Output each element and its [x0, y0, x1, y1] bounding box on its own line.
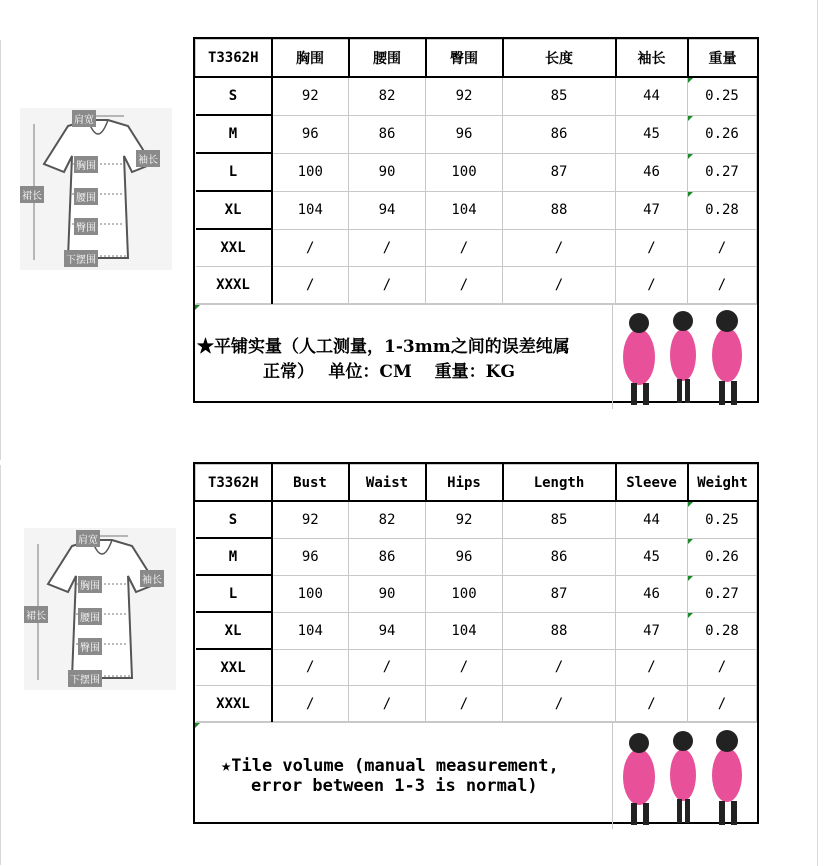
size-label: [196, 538, 272, 575]
table-row: [196, 115, 757, 153]
table-row: [196, 612, 757, 649]
cell-value: /: [554, 239, 564, 256]
cell-value: M: [228, 126, 238, 142]
table-cell: [616, 501, 688, 538]
cell-value: 86: [378, 548, 396, 565]
left-frame-line-bottom: [0, 465, 1, 865]
table-cell: [349, 267, 426, 304]
table-cell: [272, 191, 349, 229]
table-cell: [688, 229, 757, 267]
table-cell: [272, 77, 349, 115]
label-waist: 腰围: [74, 188, 98, 205]
table-cell: [272, 649, 349, 686]
table-cell: [688, 686, 757, 722]
cell-value: /: [554, 695, 564, 712]
model-photos: [612, 723, 757, 829]
cell-value: /: [459, 695, 469, 712]
size-label: [196, 649, 272, 686]
label-chest: 胸围: [74, 156, 98, 173]
table-cell: [688, 575, 757, 612]
table-cell: [616, 575, 688, 612]
column-header: Sleeve: [616, 465, 688, 502]
cell-value: 104: [451, 622, 477, 639]
cell-value: /: [554, 277, 564, 293]
table-cell: [426, 575, 503, 612]
table-cell: [426, 77, 503, 115]
cell-value: /: [717, 277, 727, 293]
size-label: [196, 612, 272, 649]
table-row: [196, 501, 757, 538]
size-label: [196, 229, 272, 267]
column-header: 胸围: [272, 40, 349, 78]
cell-value: XXL: [220, 240, 246, 256]
cell-value: 100: [451, 585, 477, 602]
cell-value: 94: [378, 622, 396, 639]
column-header: Length: [503, 465, 616, 502]
table-cell: [272, 267, 349, 304]
cell-value: /: [306, 659, 315, 676]
table-cell: [272, 686, 349, 722]
table-cell: [349, 538, 426, 575]
cell-value: XXXL: [216, 695, 250, 712]
table-cell: [616, 612, 688, 649]
size-label: [196, 501, 272, 538]
table-row: [196, 538, 757, 575]
cell-value: 96: [301, 548, 319, 565]
size-table-en: [193, 462, 759, 824]
table-cell: [426, 612, 503, 649]
table-cell: [503, 229, 616, 267]
dress-measurement-diagram: [20, 108, 172, 270]
table-cell: [272, 612, 349, 649]
table-cell: [616, 649, 688, 686]
table-cell: [272, 575, 349, 612]
column-header: Hips: [426, 465, 503, 502]
table-cell: [503, 501, 616, 538]
cell-value: XXXL: [216, 277, 250, 293]
label-waist: 腰围: [78, 608, 102, 625]
label-shoulder: 肩宽: [72, 110, 96, 127]
table-cell: [688, 649, 757, 686]
cell-flag: [688, 502, 693, 507]
cell-value: 0.27: [705, 164, 739, 180]
size-label: [196, 153, 272, 191]
table-cell: [426, 649, 503, 686]
cell-value: /: [647, 695, 656, 712]
table-cell: [688, 77, 757, 115]
table-cell: [349, 229, 426, 267]
cell-value: 104: [451, 202, 477, 218]
note-line-2: error between 1-3 is normal): [251, 776, 538, 796]
cell-value: /: [306, 239, 315, 256]
table-cell: [616, 191, 688, 229]
cell-value: /: [459, 277, 469, 293]
left-frame-line-top: [0, 40, 1, 460]
cell-value: XXL: [220, 659, 246, 676]
table-cell: [426, 191, 503, 229]
cell-value: /: [382, 659, 392, 676]
cell-value: 44: [643, 88, 660, 105]
table-cell: [426, 267, 503, 304]
label-dress-length: 裙长: [20, 186, 44, 203]
note-text-en: [195, 723, 612, 829]
column-header: 重量: [688, 40, 757, 78]
cell-flag: [688, 116, 693, 121]
table-cell: [272, 501, 349, 538]
cell-value: 0.28: [705, 622, 739, 639]
cell-value: /: [382, 239, 392, 256]
table-cell: [426, 538, 503, 575]
table-cell: [349, 649, 426, 686]
cell-value: L: [228, 164, 238, 180]
cell-value: M: [228, 548, 238, 565]
cell-value: /: [382, 277, 392, 293]
column-header: Bust: [272, 465, 349, 502]
right-frame-line: [817, 0, 818, 866]
table-cell: [616, 115, 688, 153]
cell-value: /: [306, 277, 315, 293]
label-hips: 臀围: [74, 218, 98, 235]
column-header: 袖长: [616, 40, 688, 78]
model-photos: [612, 305, 757, 409]
cell-value: 88: [550, 202, 568, 218]
table-cell: [503, 612, 616, 649]
size-grid-en: [195, 464, 757, 722]
cell-value: 100: [451, 164, 477, 180]
table-cell: [503, 153, 616, 191]
table-cell: [616, 153, 688, 191]
cell-value: 104: [297, 622, 323, 639]
cell-value: 92: [301, 88, 319, 105]
table-cell: [349, 153, 426, 191]
cell-value: /: [554, 659, 564, 676]
cell-value: 94: [378, 202, 396, 218]
cell-value: 104: [297, 202, 323, 218]
note-line-1: ★Tile volume (manual measurement,: [221, 756, 559, 776]
table-cell: [688, 538, 757, 575]
cell-value: 96: [455, 126, 473, 142]
note-row-en: [195, 722, 757, 829]
table-cell: [616, 77, 688, 115]
size-label: [196, 686, 272, 722]
table-row: [196, 153, 757, 191]
cell-flag: [688, 576, 693, 581]
table-row: [196, 575, 757, 612]
cell-value: 46: [643, 585, 660, 602]
table-cell: [426, 229, 503, 267]
cell-value: /: [459, 659, 469, 676]
label-hips: 臀围: [78, 638, 102, 655]
cell-value: 90: [378, 164, 396, 180]
cell-value: 82: [378, 88, 396, 105]
model-photo-icon: [613, 723, 757, 827]
cell-value: 46: [643, 164, 660, 180]
label-sleeve: 袖长: [140, 570, 164, 587]
table-cell: [349, 77, 426, 115]
table-cell: [503, 649, 616, 686]
table-cell: [272, 229, 349, 267]
table-cell: [503, 575, 616, 612]
cell-value: XL: [224, 202, 242, 218]
table-row: [196, 191, 757, 229]
table-cell: [349, 575, 426, 612]
cell-value: 0.25: [705, 511, 739, 528]
cell-value: /: [717, 239, 727, 256]
cell-value: 87: [550, 164, 568, 180]
cell-value: XL: [224, 622, 242, 639]
cell-value: 44: [643, 511, 660, 528]
note-line-2: 正常） 单位：CM 重量：KG: [263, 362, 515, 382]
table-cell: [349, 191, 426, 229]
model-photo-icon: [613, 305, 757, 407]
table-cell: [616, 686, 688, 722]
cell-value: 92: [301, 511, 319, 528]
table-cell: [426, 153, 503, 191]
cell-value: 100: [297, 585, 323, 602]
table-row: [196, 649, 757, 686]
cell-value: /: [717, 659, 727, 676]
cell-flag: [688, 78, 693, 83]
size-grid-cn: [195, 39, 757, 304]
cell-value: 86: [378, 126, 396, 142]
table-cell: [349, 612, 426, 649]
cell-value: 0.26: [705, 548, 739, 565]
dress-measurement-diagram: [24, 528, 176, 690]
table-cell: [688, 501, 757, 538]
note-text-cn: [195, 305, 612, 409]
size-label: [196, 77, 272, 115]
size-label: [196, 267, 272, 304]
column-header: Waist: [349, 465, 426, 502]
cell-flag: [688, 154, 693, 159]
cell-value: /: [382, 695, 392, 712]
label-dress-length: 裙长: [24, 606, 48, 623]
cell-value: 85: [550, 511, 568, 528]
label-hem: 下摆围: [68, 670, 102, 687]
label-sleeve: 袖长: [136, 150, 160, 167]
note-row-cn: [195, 304, 757, 409]
table-cell: [503, 191, 616, 229]
table-row: [196, 77, 757, 115]
label-hem: 下摆围: [64, 250, 98, 267]
table-cell: [426, 501, 503, 538]
cell-value: 47: [643, 622, 660, 639]
cell-value: 45: [643, 548, 660, 565]
cell-value: 45: [643, 126, 660, 142]
cell-value: /: [717, 695, 727, 712]
cell-value: 96: [455, 548, 473, 565]
note-line-1: ★平铺实量（人工测量，1-3mm之间的误差纯属: [197, 337, 570, 357]
cell-value: 85: [550, 88, 568, 105]
cell-value: 86: [550, 126, 568, 142]
table-cell: [272, 538, 349, 575]
cell-flag: [688, 192, 693, 197]
table-cell: [503, 686, 616, 722]
column-header: 臀围: [426, 40, 503, 78]
cell-value: S: [228, 88, 238, 104]
table-cell: [349, 115, 426, 153]
cell-value: 0.27: [705, 585, 739, 602]
cell-value: 82: [378, 511, 396, 528]
header-row: [196, 465, 757, 502]
cell-value: 87: [550, 585, 568, 602]
size-label: [196, 115, 272, 153]
size-label: [196, 575, 272, 612]
column-header: 腰围: [349, 40, 426, 78]
column-header: 长度: [503, 40, 616, 78]
cell-value: 47: [643, 202, 660, 218]
cell-value: /: [647, 277, 656, 293]
cell-flag: [195, 723, 200, 728]
table-cell: [688, 153, 757, 191]
cell-value: 0.25: [705, 88, 739, 105]
label-chest: 胸围: [78, 576, 102, 593]
table-cell: [688, 191, 757, 229]
table-cell: [503, 538, 616, 575]
cell-value: S: [228, 511, 238, 528]
table-row: [196, 267, 757, 304]
table-row: [196, 686, 757, 722]
table-cell: [503, 77, 616, 115]
table-cell: [688, 267, 757, 304]
cell-value: 90: [378, 585, 396, 602]
table-row: [196, 229, 757, 267]
header-row: [196, 40, 757, 78]
table-cell: [688, 612, 757, 649]
style-code-header: T3362H: [196, 40, 272, 78]
cell-value: /: [647, 659, 656, 676]
cell-value: 0.26: [705, 126, 739, 142]
cell-value: 92: [455, 88, 473, 105]
cell-flag: [688, 539, 693, 544]
size-label: [196, 191, 272, 229]
size-table-cn: [193, 37, 759, 403]
cell-value: 100: [297, 164, 323, 180]
table-cell: [616, 538, 688, 575]
cell-value: 0.28: [705, 202, 739, 218]
cell-value: 86: [550, 548, 568, 565]
cell-value: 92: [455, 511, 473, 528]
table-cell: [503, 267, 616, 304]
label-shoulder: 肩宽: [76, 530, 100, 547]
cell-flag: [688, 613, 693, 618]
table-cell: [616, 267, 688, 304]
table-cell: [426, 115, 503, 153]
table-cell: [349, 501, 426, 538]
cell-value: L: [228, 585, 238, 602]
cell-value: /: [459, 239, 469, 256]
table-cell: [688, 115, 757, 153]
table-cell: [272, 115, 349, 153]
cell-value: /: [306, 695, 315, 712]
table-cell: [349, 686, 426, 722]
style-code-header: T3362H: [196, 465, 272, 502]
cell-value: 96: [301, 126, 319, 142]
column-header: Weight: [688, 465, 757, 502]
table-cell: [272, 153, 349, 191]
table-cell: [616, 229, 688, 267]
table-cell: [503, 115, 616, 153]
cell-value: 88: [550, 622, 568, 639]
table-cell: [426, 686, 503, 722]
cell-value: /: [647, 239, 656, 256]
cell-flag: [195, 305, 200, 310]
